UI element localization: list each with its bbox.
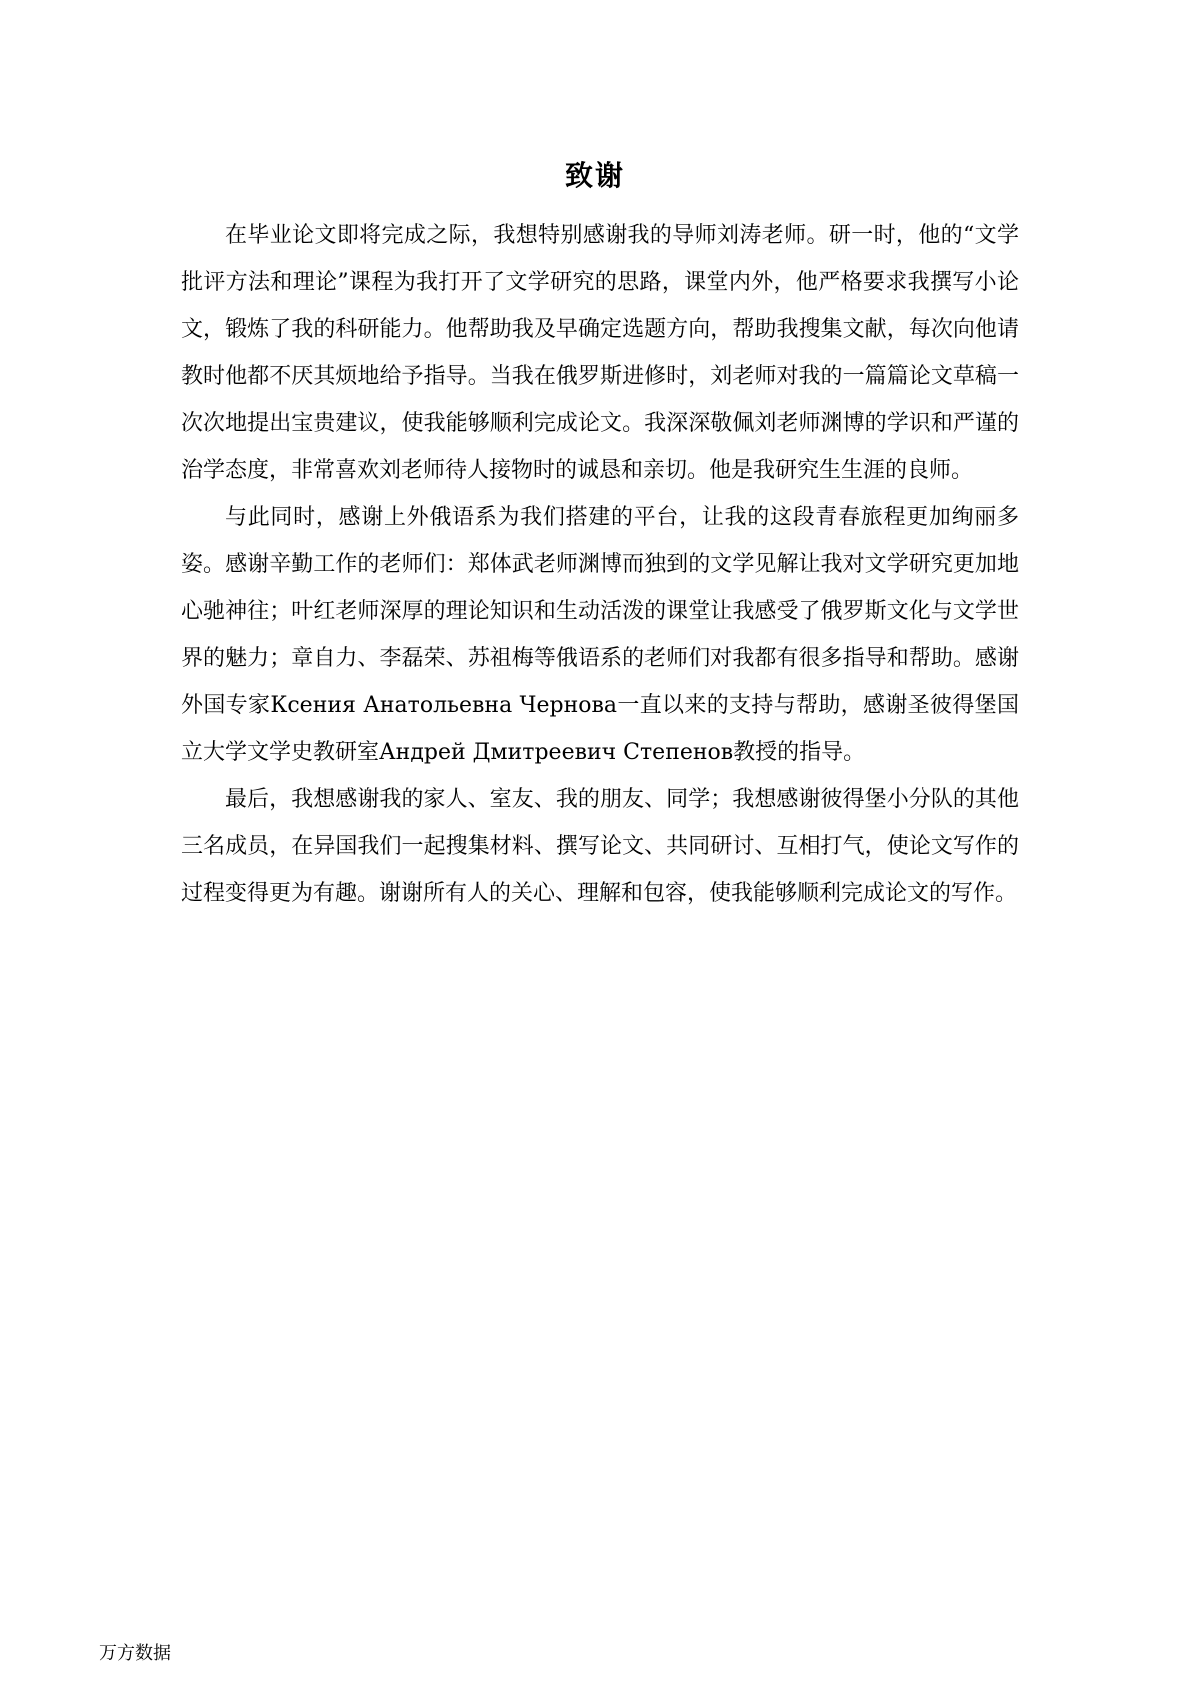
acknowledgement-body xyxy=(181,212,1019,917)
paragraph-family-friends: 最后，我想感谢我的家人、室友、我的朋友、同学；我想感谢彼得堡小分队的其他三名成员，在异国我们一起搜集材料、撰写论文、共同研讨、互相打气，使论文写作的过程变得更为有趣。谢谢所有人的关心、理解和包容，使我能够顺利完成论文的写作。 xyxy=(181,787,1019,906)
footer-watermark: 万方数据 xyxy=(99,1643,171,1664)
paragraph-advisor: 在毕业论文即将完成之际，我想特别感谢我的导师刘涛老师。研一时，他的“文学批评方法和理论”课程为我打开了文学研究的思路，课堂内外，他严格要求我撰写小论文，锻炼了我的科研能力。他帮助我及早确定选题方向，帮助我搜集文献，每次向他请教时他都不厌其烦地给予指导。当我在俄罗斯进修时，刘老师对我的一篇篇论文草稿一次次地提出宝贵建议，使我能够顺利完成论文。我深深敬佩刘老师渊博的学识和严谨的治学态度，非常喜欢刘老师待人接物时的诚恳和亲切。他是我研究生生涯的良师。 xyxy=(181,223,1019,483)
paragraph-department: 与此同时，感谢上外俄语系为我们搭建的平台，让我的这段青春旅程更加绚丽多姿。感谢辛勤工作的老师们：郑体武老师渊博而独到的文学见解让我对文学研究更加地心驰神往；叶红老师深厚的理论知识和生动活泼的课堂让我感受了俄罗斯文化与文学世界的魅力；章自力、李磊荣、苏祖梅等俄语系的老师们对我都有很多指导和帮助。感谢外国专家Ксения Анатольевна Чернова一直以来的支持与帮助，感谢圣彼得堡国立大学文学史教研室Андрей Дмитреевич Степенов教授的指导。 xyxy=(181,505,1019,765)
page-title: 致谢 xyxy=(564,159,625,192)
